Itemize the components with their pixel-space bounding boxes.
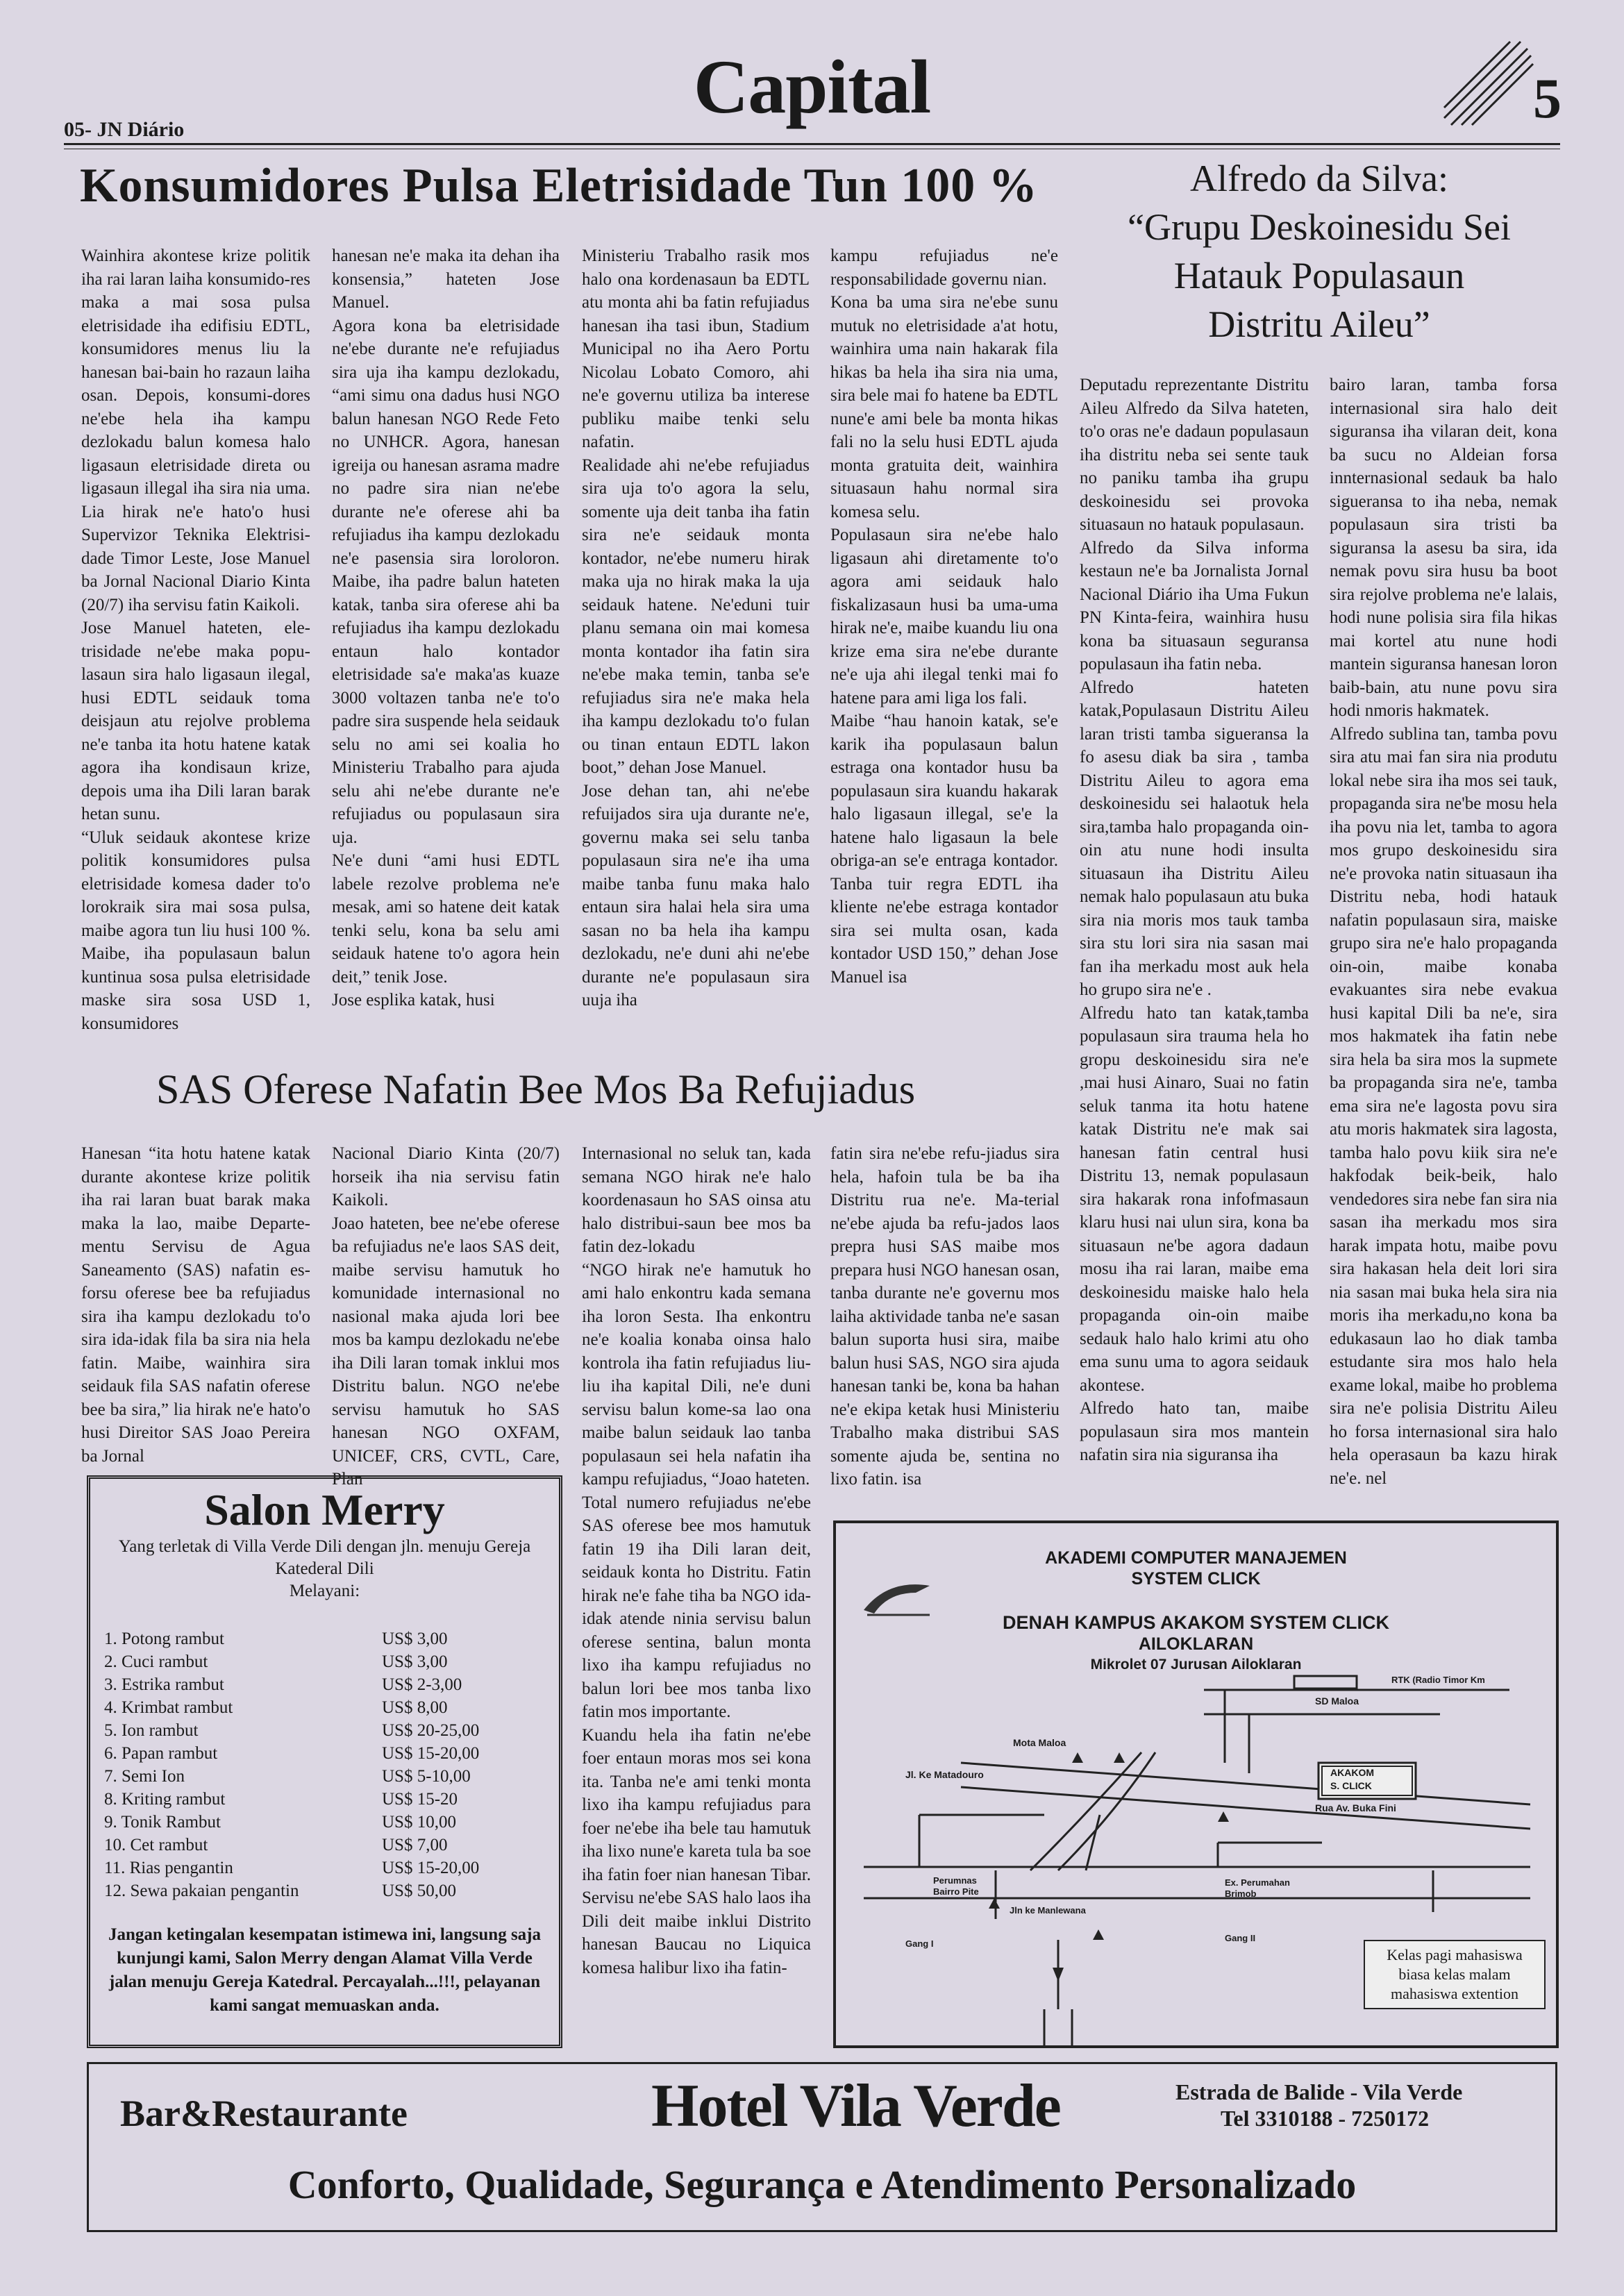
salon-price-list — [90, 1627, 559, 1902]
salon-footer: Jangan ketingalan kesempatan istimewa ini, langsung saja kunjungi kami, Salon Merry dengan Alamat Villa Verde jalan menuju Gereja Katedral. Percayalah...!!!, pelayanan kami sangat memuaskan anda. — [108, 1925, 542, 2015]
article3-headline: SAS Oferese Nafatin Bee Mos Ba Refujiadus — [156, 1066, 916, 1112]
price-row: 4. Krimbat rambut US$ 8,00 — [104, 1698, 448, 1717]
header-rule — [64, 143, 1560, 145]
price-row: 9. Tonik Rambut US$ 10,00 — [104, 1813, 456, 1832]
article3-column-4: fatin sira ne'ebe refu-jiadus sira hela, hafoin tula be ba iha Distritu rua ne'e. Ma-terial ne'ebe ajuda ba refu-jados laos prepra husi SAS maibe mos prepara husi NGO hanesan osan, tanba durante ne'e governu mos laiha aktividade tanba ne'e sasan balun suporta husi sira, maibe balun husi SAS, NGO sira ajuda hanesan tanki be, kona ba hahan ne'e ekipa ketak husi Ministeriu Trabalho maka distribui SAS somente ajuda be, sentina no lixo fatin. isa — [830, 1144, 1060, 1489]
price-row: 6. Papan rambut US$ 15-20,00 — [104, 1744, 480, 1763]
map-label-mota: Mota Maloa — [1013, 1737, 1066, 1748]
hatch-ornament-icon — [1444, 42, 1534, 132]
salon-serves-label: Melayani: — [289, 1582, 360, 1600]
article3-column-1: Hanesan “ita hotu hatene katak durante akontese krize politik iha rai laran buat barak maka maka la lao, maibe Departe-mentu Servisu de Agua Saneamento (SAS) nafatin es-forsu oferese bee ba refujiadus sira iha kampu dezlokadu to'o sira ida-idak fila ba sira nia hela fatin. Maibe, wainhira sira seidauk fila SAS nafatin oferese bee ba sira,” lia hirak ne'e hato'o husi Direitor SAS Joao Pereira ba Jornal — [81, 1144, 310, 1466]
hotel-phone: Tel 3310188 - 7250172 — [1221, 2106, 1430, 2131]
article2-column-2: bairo laran, tamba forsa internasional sira halo deit siguransa iha vilaran deit, kona ba sucu no Aldeian forsa innternasional sedauk ba halo sigueransa to iha neba, nemak populasaun sira tristi ba siguransa la asesu ba sira, ida nemak povu sira husu ba boot sira rejolve problema ne'e lalais, hodi nune polisia sira fila hikas mai kortel atu nune hodi mantein siguransa hanesan loron baib-bain, atu nune povu sira hodi nmoris hakmatek. Alfredo sublina tan, tamba povu sira atu mai fan sira nia produtu lokal nebe sira iha mos sei tauk, propaganda sira ne'be mosu hela iha povu nia let, tamba to agora mos grupo deskoinesidu sira ne'e provoka natin situasaun iha Distritu neba, hodi hatauk nafatin populasaun sira, maiske grupo sira ne'e halo propaganda oin-oin, maibe konaba evakuantes sira nebe evakua husi kapital Dili ba ne'e, sira mos hakmatek iha fatin nebe sira hela ba sira mos la supmete ba propaganda sira ne'e, tamba ema sira ne'e lagosta povu sira atu moris hakmatek sira lagosta, tamba halo povu kiik sira ne'e hakfodak beik-beik, halo vendedores sira nebe fan sira nia sasan iha merkadu mos sira harak impata hotu, maibe povu sira hakasan hela deit lori sira nia sasan mai buka hela sira nia moris iha merkadu,no kona ba edukasaun lao ho diak tamba estudante sira mos halo hela exame lokal, maibe ho problema sira ne'e polisia Distritu Aileu ho forsa internasional sira halo hela operasaun ba kazu hirak ne'e. nel — [1330, 376, 1557, 1488]
article3-column-3: Internasional no seluk tan, kada semana NGO hirak ne'e halo koordenasaun ho SAS oinsa atu halo distribui-saun bee mos ba fatin dez-lokadu “NGO hirak ne'e hamutuk ho ami halo enkontru kada semana iha loron Sesta. Iha enkontru ne'e koalia konaba oinsa halo kontrola iha fatin refujiadus liu-liu iha kapital Dili, ne'e duni servisu balun kome-sa lao ona maibe balun seidauk lao tanba populasaun sei hela nafatin iha kampu refujiadus, “Joao hateten. Total numero refujiadus ne'ebe SAS oferese bee mos hamutuk fatin 19 iha Dili laran deit, seidauk konta ho Distritu. Fatin hirak ne'e fahe tiha ba NGO ida-idak atende ninia servisu balun oferese sentina, balun monta lixo iha kampu refujiadus no balun lori bee mos tanba lixo fatin mos importante. Kuandu hela iha fatin ne'ebe foer entaun moras mos sei kona ita. Tanba ne'e ami tenki monta lixo iha kampu refujiadus para foer ne'ebe iha bele tau hamutuk iha lixo nune'e kareta tula ba soe iha fatin foer nian hanesan Tibar. Servisu ne'ebe SAS halo laos iha Dili deit maibe inklui Distrito hanesan Baucau no Liquica komesa halibur lixo iha fatin- — [582, 1144, 811, 1977]
map-label-gang-2: Gang II — [1225, 1933, 1256, 1943]
section-title: Capital — [693, 44, 931, 129]
map-label-rtk: RTK (Radio Timor Km — [1391, 1675, 1485, 1685]
map-label-sclick: S. CLICK — [1330, 1780, 1372, 1791]
map-label-ex-perumahan: Ex. Perumahan — [1225, 1877, 1290, 1888]
akakom-subtitle: Mikrolet 07 Jurusan Ailoklaran — [1090, 1657, 1302, 1673]
akakom-title-1: AKADEMI COMPUTER MANAJEMEN — [1045, 1548, 1347, 1568]
article2-headline: Alfredo da Silva: “Grupu Deskoinesidu Sei Hatauk Populasaun Distritu Aileu” — [1128, 158, 1511, 345]
akakom-class-note: Kelas pagi mahasiswa biasa kelas malam mahasiswa extention — [1364, 1940, 1546, 2009]
price-row: 11. Rias pengantin US$ 15-20,00 — [104, 1859, 480, 1877]
price-row: 7. Semi Ion US$ 5-10,00 — [104, 1767, 471, 1786]
price-row: 5. Ion rambut US$ 20-25,00 — [104, 1721, 480, 1740]
akakom-title-3: DENAH KAMPUS AKAKOM SYSTEM CLICK — [1002, 1612, 1389, 1633]
price-row: 1. Potong rambut US$ 3,00 — [104, 1629, 448, 1648]
price-row: 2. Cuci rambut US$ 3,00 — [104, 1652, 448, 1671]
article1-headline: Konsumidores Pulsa Eletrisidade Tun 100 % — [80, 159, 1038, 212]
akakom-title-2: SYSTEM CLICK — [1131, 1569, 1261, 1589]
article1-column-2: hanesan ne'e maka ita dehan iha konsensia,” hateten Jose Manuel. Agora kona ba eletrisidade ne'ebe durante ne'e refujiadus sira uja iha kampu dezlokadu, “ami simu ona dadus husi NGO balun hanesan NGO Rede Feto no UNHCR. Agora, hanesan igreija ou hanesan asrama madre no padre sira nian ne'ebe durante ne'e oferese ahi ba refujiadus iha kampu dezlokadu ne'e pasensia sira loroloron. Maibe, iha padre balun hateten katak, tanba sira oferese ahi ba refujiadus iha kampu dezlokadu entaun halo kontador eletrisidade sa'e maka'as kuaze 3000 voltazen tanba ne'e to'o padre sira suspende hela seidauk selu no ami sei koalia ho Ministeriu Trabalho para ajuda selu ahi ne'ebe durante ne'e refujiadus ou populasaun sira uja. Ne'e duni “ami husi EDTL labele rezolve problema ne'e mesak, ami so hatene deit katak tenki selu, kona ba selu ami seidauk hatene to'o agora hein deit,” tenik Jose. Jose esplika katak, husi — [332, 246, 560, 1009]
article3-column-2: Nacional Diario Kinta (20/7) horseik iha nia servisu fatin Kaikoli. Joao hateten, bee ne'ebe oferese ba refujiadus ne'e laos SAS deit, maibe servisu hamutuk ho komunidade internasional no nasional maka ajuda lori bee mos ba kampu dezlokadu ne'ebe iha Dili laran tomak inklui mos Distritu balun. NGO ne'ebe servisu hamutuk ho SAS hanesan NGO OXFAM, UNICEF, CRS, CVTL, Care, Plan — [332, 1144, 560, 1489]
map-label-perumnas: Perumnas — [933, 1875, 977, 1886]
price-row: 8. Kriting rambut US$ 15-20 — [104, 1790, 458, 1809]
page-number: 5 — [1533, 67, 1562, 130]
akakom-map-ad — [833, 1520, 1559, 2048]
map-label-brimob: Brimob — [1225, 1888, 1257, 1899]
hotel-slogan: Conforto, Qualidade, Segurança e Atendimento Personalizado — [287, 2162, 1357, 2207]
map-label-matadouro: Jl. Ke Matadouro — [905, 1769, 984, 1780]
article2-column-1: Deputadu reprezentante Distritu Aileu Alfredo da Silva hateten, to'o oras ne'e dadaun populasaun iha distritu neba sei sente tauk no paniku tamba iha grupu deskoinesidu sei provoka situasaun no hatauk populasaun. Alfredo da Silva informa kestaun ne'e ba Jornalista Jornal Nacional Diário iha Uma Fukun PN Kinta-feira, wainhira husu kona ba situasaun seguransa populasaun iha fatin neba. Alfredo hateten katak,Populasaun Distritu Aileu laran tristi tamba sigueransa la fo asesu diak ba sira , tamba Distritu Aileu to agora ema deskoinesidu sei halaotuk hela sira,tamba halo propaganda oin-oin atu nune hodi insulta situasaun iha Distritu Aileu nemak halo populasaun atu buka sira nia moris mos tauk tamba sira stu lori sira nia sasan mai fan iha merkadu most auk hela ho grupo sira ne'e . Alfredu hato tan katak,tamba populasaun sira trauma hela ho gropu deskoinesidu sira ne'e ,mai husi Ainaro, Suai no fatin seluk tanma ita hotu hatene katak Distritu ne'e mak sai hanesan fatin central husi Distritu 13, nemak populasaun sira hakarak rona infofmasaun klaru husi nai ulun sira, kona ba situasaun ne'be agora dadaun mosu iha rai laran, maibe ema deskoinesidu maiske halo hela propaganda oin-oin maibe sedauk halo halo krimi atu oho ema sunu uma to agora seidauk akontese. Alfredo hato tan, maibe populasaun sira mos mantein nafatin sira nia siguransa iha — [1080, 376, 1309, 1464]
map-label-sd: SD Maloa — [1315, 1695, 1359, 1707]
map-label-akakom: AKAKOM — [1330, 1767, 1374, 1778]
price-row: 12. Sewa pakaian pengantin US$ 50,00 — [104, 1882, 456, 1900]
hotel-address: Estrada de Balide - Vila Verde — [1175, 2079, 1463, 2104]
page-label: 05- JN Diário — [64, 118, 185, 141]
bar-restaurante-label: Bar&Restaurante — [120, 2093, 408, 2134]
article1-column-3: Ministeriu Trabalho rasik mos halo ona kordenasaun ba EDTL atu monta ahi ba fatin refujiadus hanesan iha tasi ibun, Stadium Municipal no iha Aero Portu Nicolau Lobato Comoro, ahi ne'e governu utiliza ba interese publiku maibe tenki selu nafatin. Realidade ahi ne'ebe refujiadus sira uja to'o agora la selu, somente uja deit tanba iha fatin sira ne'e seidauk monta kontador, ne'ebe numeru hirak maka uja no hirak maka la uja seidauk hatene. Ne'eduni tuir planu semana oin mai komesa monta kontador iha fatin sira ne'ebe maka temin, tanba se'e refujiadus sira ne'e maka hela iha kampu dezlokadu to'o fulan ou tinan entaun EDTL lakon boot,” dehan Jose Manuel. Jose dehan tan, ahi ne'ebe refuijados sira uja durante ne'e, governu maka sei selu tanba populasaun sira ne'e iha uma maibe tanba funu maka halo entaun sira halai hela sira uma sasan no ba hela iha kampu dezlokadu, ne'e duni ahi ne'ebe durante ne'e populasaun sira uuja iha — [582, 246, 810, 1009]
akakom-title-4: AILOKLARAN — [1138, 1634, 1254, 1654]
salon-subtitle: Yang terletak di Villa Verde Dili dengan jln. menuju Gereja Katederal Dili — [118, 1537, 531, 1578]
map-label-rua: Rua Av. Buka Fini — [1315, 1802, 1396, 1813]
price-row: 10. Cet rambut US$ 7,00 — [104, 1836, 448, 1854]
hotel-name: Hotel Vila Verde — [651, 2072, 1060, 2140]
article1-column-4: kampu refujiadus ne'e responsabilidade governu nian. Kona ba uma sira ne'ebe sunu mutuk no eletrisidade a'at hotu, wainhira uma nain hakarak fila hikas ba hela iha sira nia uma, sira bele mai fo hatene ba EDTL nune'e ami bele ba monta hikas fali no la selu husi EDTL ajuda monta gratuita deit, wainhira situasaun hahu normal sira komesa selu. Populasaun sira ne'ebe halo ligasaun ahi diretamente to'o agora ami seidauk halo fiskalizasaun husi ba uma-uma hirak ne'e, maibe kuandu liu ona krize ema sira ne'ebe durante ne'e uja ahi ilegal tenki mai fo hatene para ami liga los fali. Maibe “hau hanoin katak, se'e karik iha populasaun balun estraga ona kontador husu ba populasaun sira kuandu hakarak halo ligasaun illegal, se'e la hatene halo ligasaun la bele obriga-an se'e entraga kontador. Tanba tuir regra EDTL iha kliente ne'ebe estraga kontador sira sei multa osan, kada kontador USD 150,” dehan Jose Manuel isa — [830, 246, 1058, 987]
article1-column-1: Wainhira akontese krize politik iha rai laran laiha konsumido-res maka a mai sosa pulsa eletrisidade iha edifisiu EDTL, konsumidores menus liu la hanesan bai-bain ho razaun laiha osan. Depois, konsumi-dores ne'ebe hela iha kampu dezlokadu balun komesa halo ligasaun eletrisidade direta ou ligasaun illegal iha sira nia uma. Lia hirak ne'e hato'o husi Supervizor Teknika Elektrisi-dade Timor Leste, Jose Manuel ba Jornal Nacional Diario Kinta (20/7) iha servisu fatin Kaikoli. Jose Manuel hateten, ele-trisidade ne'ebe maka popu-lasaun sira halo ligasaun ilegal, husi EDTL seidauk toma deisjaun atu rejolve problema ne'e tanba ita hotu hatene katak agora iha kondisaun krize, depois uma iha Dili laran barak hetan sunu. “Uluk seidauk akontese krize politik konsumidores pulsa eletrisidade komesa dader to'o lorokraik sira mai sosa pulsa, maibe agora tun liu husi 100 %. Maibe, iha populasaun balun kuntinua sosa pulsa eletrisidade maske sira sosa USD 1, konsumidores — [81, 246, 310, 1033]
map-label-manlewana: Jln ke Manlewana — [1010, 1905, 1086, 1916]
map-label-gang-1: Gang I — [905, 1938, 934, 1949]
hotel-vila-verde-ad — [87, 2062, 1557, 2232]
salon-merry-ad — [87, 1475, 562, 2048]
salon-title: Salon Merry — [204, 1485, 445, 1534]
price-row: 3. Estrika rambut US$ 2-3,00 — [104, 1675, 462, 1694]
map-label-bairro-pite: Bairro Pite — [933, 1886, 979, 1897]
